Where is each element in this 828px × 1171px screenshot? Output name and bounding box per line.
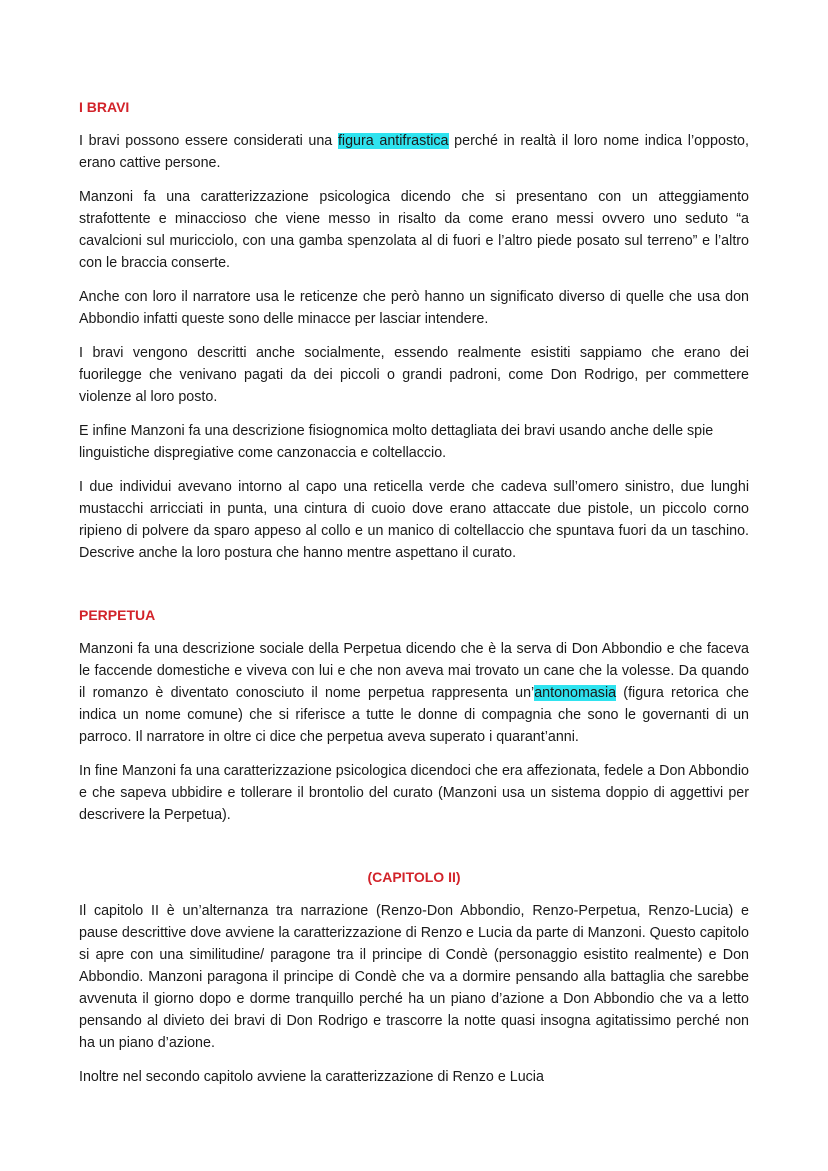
paragraph-bravi-6: I due individui avevano intorno al capo una reticella verde che cadeva sull’omero sinistro, due lunghi mustacchi arricciati in punta, una cintura di cuoio dove erano attaccate due pistole, un piccolo corno ripieno di polvere da sparo appeso al collo e un manico di coltellaccio che spuntava fuori da un taschino. Descrive anche la loro postura che hanno mentre aspettano il curato. [79, 479, 749, 561]
paragraph-bravi-3: Anche con loro il narratore usa le reticenze che però hanno un significato diverso di quelle che usa don Abbondio infatti queste sono delle minacce per lasciar intendere. [79, 289, 749, 327]
paragraph-capitolo-1: Il capitolo II è un’alternanza tra narrazione (Renzo-Don Abbondio, Renzo-Perpetua, Renzo-Lucia) e pause descrittive dove avviene la caratterizzazione di Renzo e Lucia da parte di Manzoni. Questo capitolo si apre con una similitudine/ paragone tra il principe di Condè (personaggio esistito realmente) e Don Abbondio. Manzoni paragona il principe di Condè che va a dormire pensando alla battaglia che sarebbe avvenuta il giorno dopo e dorme tranquillo perché ha un piano d’azione a Don Abbondio che va a letto pensando al divieto dei bravi di Don Rodrigo e trascorre la notte quasi insogna agitatissimo perché non ha un piano d’azione. [79, 903, 749, 1051]
highlighted-term-figura-antifrastica: figura antifrastica [337, 133, 449, 149]
paragraph-bravi-1 [79, 130, 749, 174]
text-segment: I bravi possono essere considerati una [79, 133, 338, 149]
heading-i-bravi: I BRAVI [79, 99, 130, 115]
paragraph-perpetua-1 [79, 638, 749, 748]
paragraph-bravi-2: Manzoni fa una caratterizzazione psicologica dicendo che si presentano con un atteggiamento strafottente e minaccioso che viene messo in risalto da come erano messi ovvero uno seduto “a cavalcioni sul muricciolo, con una gamba spenzolata al di fuori e l’altro piede posato sul terreno” e l’altro con le braccia conserte. [79, 189, 749, 271]
text-segment: (figura retorica che indica un nome comune) che si riferisce a tutte le donne di compagnia che sono le governanti di un parroco. Il narratore in oltre ci dice che perpetua aveva superato i quarant’anni. [79, 685, 749, 745]
text-segment: Manzoni fa una descrizione sociale della Perpetua dicendo che è la serva di Don Abbondio e che faceva le faccende domestiche e viveva con lui e che non aveva mai trovato un cane che la volesse. Da quando il romanzo è diventato conosciuto il nome perpetua rappresenta un’ [79, 641, 749, 701]
paragraph-capitolo-2: Inoltre nel secondo capitolo avviene la caratterizzazione di Renzo e Lucia [79, 1069, 544, 1085]
paragraph-perpetua-2: In fine Manzoni fa una caratterizzazione psicologica dicendoci che era affezionata, fedele a Don Abbondio e che sapeva ubbidire e tollerare il brontolio del curato (Manzoni usa un sistema doppio di aggettivi per descrivere la Perpetua). [79, 763, 749, 823]
heading-perpetua: PERPETUA [79, 607, 156, 623]
heading-capitolo-ii: (CAPITOLO II) [367, 869, 461, 885]
text-segment: perché in realtà il loro nome indica l’opposto, erano cattive persone. [79, 133, 749, 171]
highlighted-term-antonomasia: antonomasia [534, 685, 617, 701]
paragraph-bravi-4: I bravi vengono descritti anche socialmente, essendo realmente esistiti sappiamo che erano dei fuorilegge che venivano pagati da dei piccoli o grandi padroni, come Don Rodrigo, per commettere violenze al loro posto. [79, 345, 749, 405]
paragraph-bravi-5: E infine Manzoni fa una descrizione fisiognomica molto dettagliata dei bravi usando anche delle spie linguistiche dispregiative come canzonaccia e coltellaccio. [79, 423, 714, 461]
